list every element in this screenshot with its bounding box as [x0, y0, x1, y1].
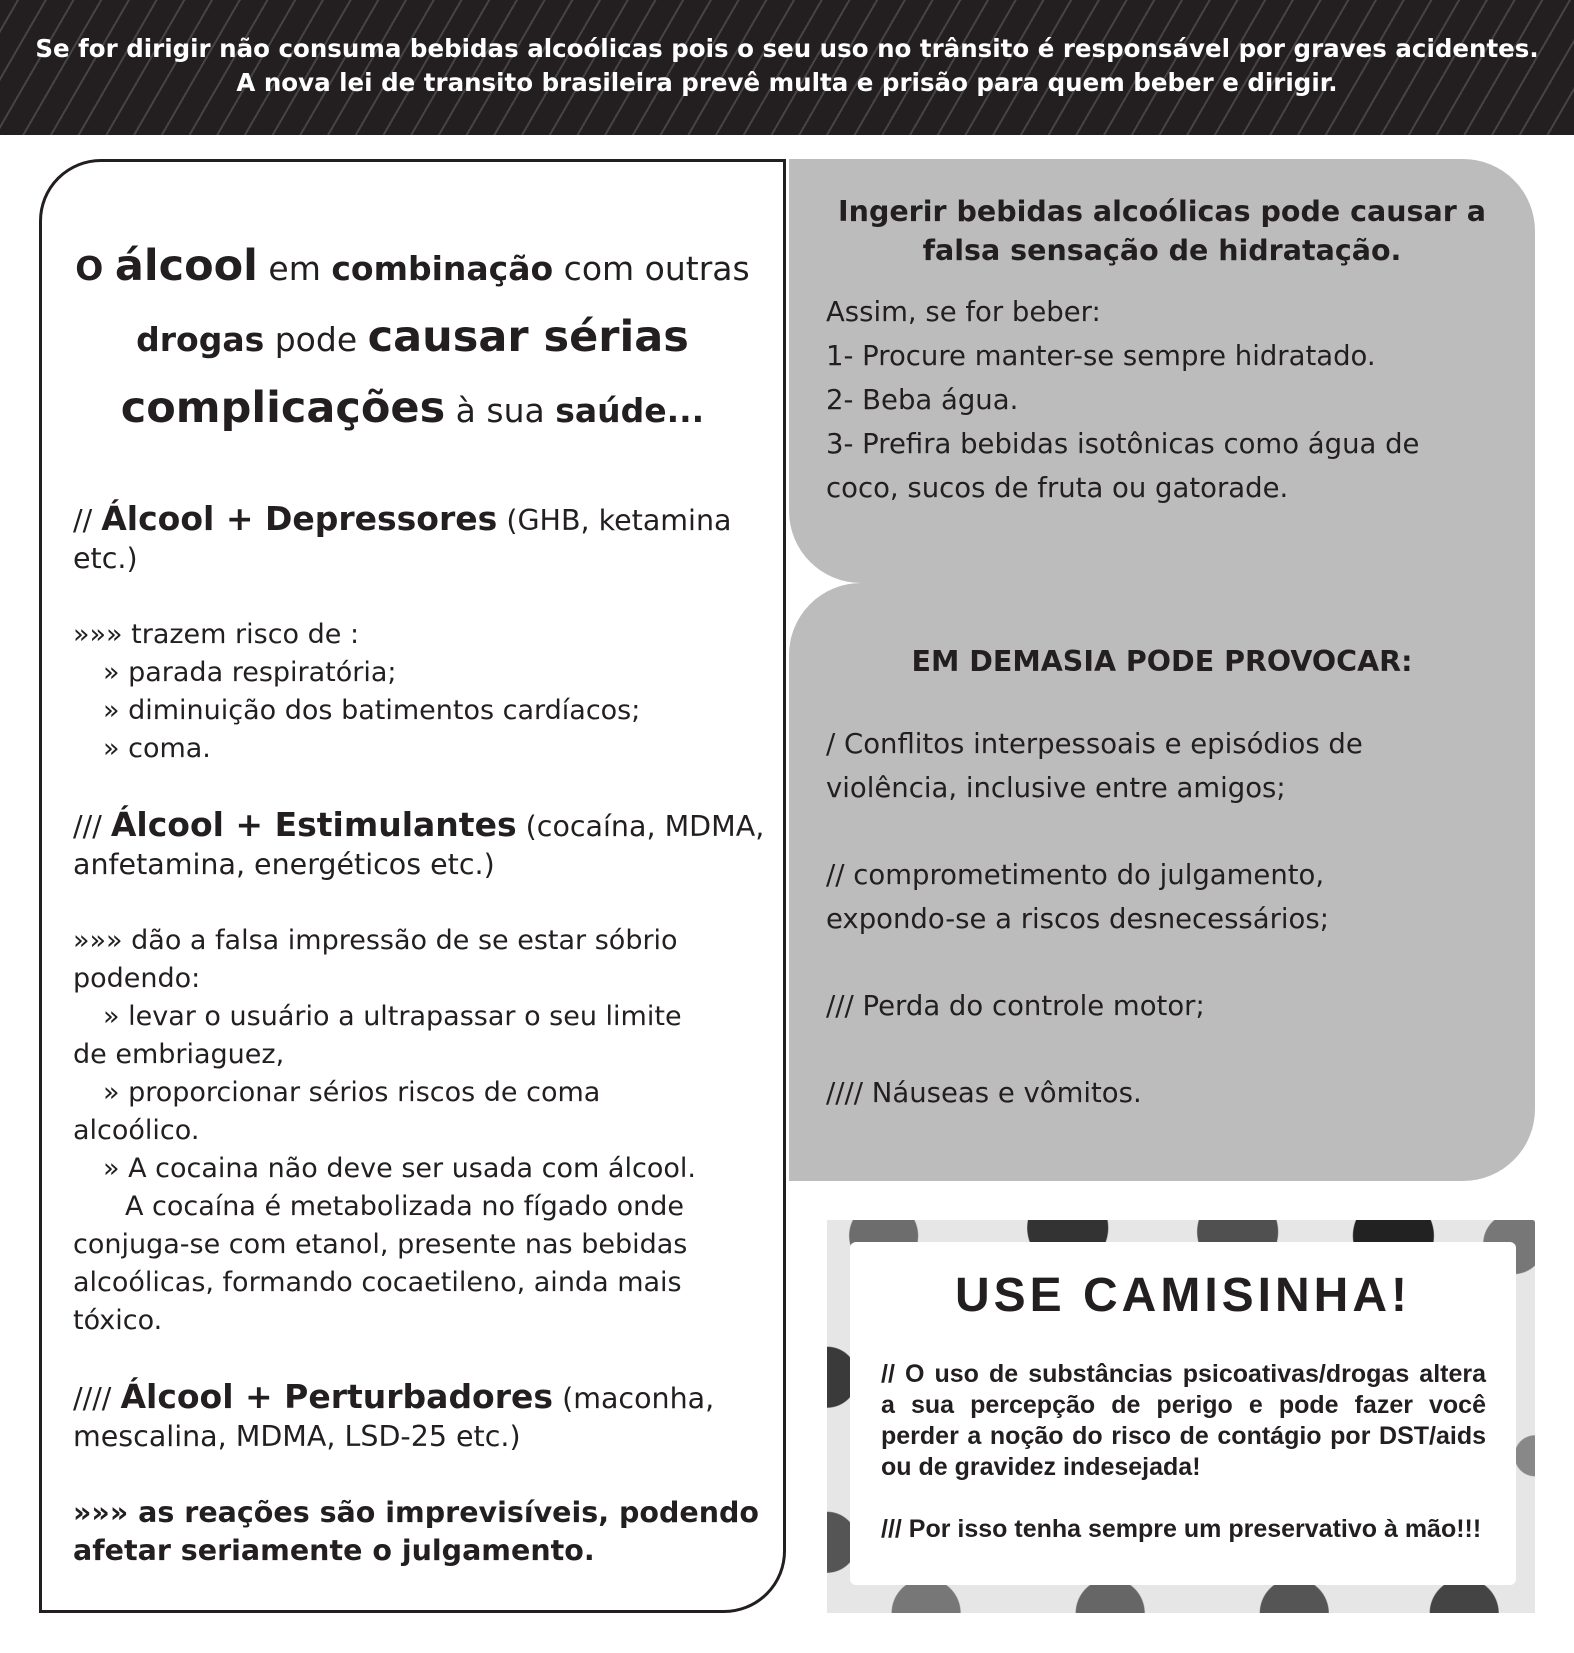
- excess-title: EM DEMASIA PODE PROVOCAR:: [911, 645, 1413, 678]
- stimulants-heading: [73, 806, 773, 846]
- stimulants-risk: » levar o usuário a ultrapassar o seu limite: [103, 1001, 682, 1032]
- stimulants-risk: » proporcionar sérios riscos de coma: [103, 1077, 601, 1108]
- intro-word: drogas: [136, 320, 265, 359]
- top-banner: [0, 0, 1574, 135]
- excess-effect: //// Náuseas e vômitos.: [826, 1077, 1142, 1109]
- condom-title: USE CAMISINHA!: [954, 1269, 1411, 1322]
- intro-word: O: [75, 249, 115, 288]
- intro-word: pode: [264, 320, 368, 359]
- depressants-heading: [73, 500, 773, 578]
- intro-word: com outras: [553, 249, 750, 288]
- banner-line-1: Se for dirigir não consuma bebidas alcoólicas pois o seu uso no trânsito é responsável por graves acidentes.: [35, 34, 1539, 63]
- section-prefix: ////: [73, 1382, 121, 1415]
- intro-word: combinação: [331, 249, 554, 288]
- drug-combination-list: [73, 500, 773, 1570]
- hydration-tips: [826, 290, 1506, 510]
- section-examples: (GHB, ketamina etc.): [73, 504, 732, 575]
- condom-paragraph: /// Por isso tenha sempre um preservativo à mão!!!: [881, 1515, 1482, 1543]
- cocaine-note: A cocaína é metabolizada no fígado onde: [125, 1191, 684, 1222]
- excess-effect: expondo-se a riscos desnecessários;: [826, 903, 1329, 935]
- stimulants-risk: alcoólico.: [73, 1115, 200, 1146]
- excess-effect: // comprometimento do julgamento,: [826, 859, 1325, 891]
- hydration-tip: 2- Beba água.: [826, 384, 1019, 416]
- hydration-lead: Assim, se for beber:: [826, 296, 1101, 328]
- section-examples: (cocaína, MDMA,: [516, 810, 765, 843]
- banner-line-2: A nova lei de transito brasileira prevê multa e prisão para quem beber e dirigir.: [236, 68, 1338, 97]
- excess-effects-list: [826, 722, 1516, 1115]
- stimulants-risk: de embriaguez,: [73, 1039, 285, 1070]
- disruptors-warning: [73, 1532, 773, 1570]
- intro-heading: [42, 232, 783, 445]
- intro-word: álcool: [114, 241, 258, 291]
- depressants-lead: »»» trazem risco de :: [73, 619, 360, 650]
- stimulants-lead: »»» dão a falsa impressão de se estar sóbrio: [73, 925, 678, 956]
- depressants-risk: » parada respiratória;: [103, 657, 397, 688]
- excess-effect: / Conflitos interpessoais e episódios de: [826, 728, 1363, 760]
- excess-effect: /// Perda do controle motor;: [826, 990, 1205, 1022]
- warning-line: »»» as reações são imprevisíveis, podendo: [73, 1496, 759, 1529]
- stimulants-lead: podendo:: [73, 963, 201, 994]
- intro-word: em: [257, 249, 332, 288]
- hydration-title: [789, 192, 1535, 270]
- hydration-title-line: falsa sensação de hidratação.: [922, 234, 1402, 267]
- excess-effect: violência, inclusive entre amigos;: [826, 772, 1286, 804]
- section-title: Álcool + Estimulantes: [110, 805, 517, 844]
- hydration-tip: coco, sucos de fruta ou gatorade.: [826, 472, 1289, 504]
- disruptors-examples: mescalina, MDMA, LSD-25 etc.): [73, 1420, 521, 1453]
- condom-paragraph: // O uso de substâncias psicoativas/drogas altera a sua percepção de perigo e pode fazer você perder a noção do risco de contágio por DST/aids ou de gravidez indesejada!: [881, 1360, 1486, 1481]
- hydration-tip: 1- Procure manter-se sempre hidratado.: [826, 340, 1376, 372]
- condom-text: [881, 1359, 1486, 1545]
- depressants-risk: » diminuição dos batimentos cardíacos;: [103, 695, 641, 726]
- hydration-panel: [789, 159, 1535, 583]
- section-prefix: //: [73, 504, 102, 537]
- section-prefix: ///: [73, 810, 111, 843]
- intro-word: saúde...: [555, 391, 705, 430]
- stimulants-risk: » A cocaina não deve ser usada com álcool.: [103, 1153, 696, 1184]
- cocaine-note: alcoólicas, formando cocaetileno, ainda mais: [73, 1267, 682, 1298]
- section-title: Álcool + Perturbadores: [120, 1377, 554, 1416]
- disruptors-heading: [73, 1378, 773, 1418]
- warning-line: afetar seriamente o julgamento.: [73, 1534, 595, 1567]
- stimulants-examples: anfetamina, energéticos etc.): [73, 848, 495, 881]
- section-title: Álcool + Depressores: [101, 499, 498, 538]
- intro-word: causar sérias: [367, 312, 689, 362]
- depressants-risk: » coma.: [103, 733, 211, 764]
- hydration-title-line: Ingerir bebidas alcoólicas pode causar a: [838, 195, 1486, 228]
- drug-combination-panel: [39, 159, 786, 1613]
- condom-panel: [827, 1220, 1535, 1613]
- intro-word: à sua: [445, 391, 556, 430]
- cocaine-note: conjuga-se com etanol, presente nas bebidas: [73, 1229, 688, 1260]
- section-examples: (maconha,: [553, 1382, 715, 1415]
- intro-word: complicações: [120, 383, 446, 433]
- excess-effects-panel: [789, 583, 1535, 1181]
- condom-card: [850, 1242, 1516, 1585]
- disruptors-warning: [73, 1494, 773, 1532]
- hydration-tip: 3- Prefira bebidas isotônicas como água de: [826, 428, 1420, 460]
- cocaine-note: tóxico.: [73, 1305, 163, 1336]
